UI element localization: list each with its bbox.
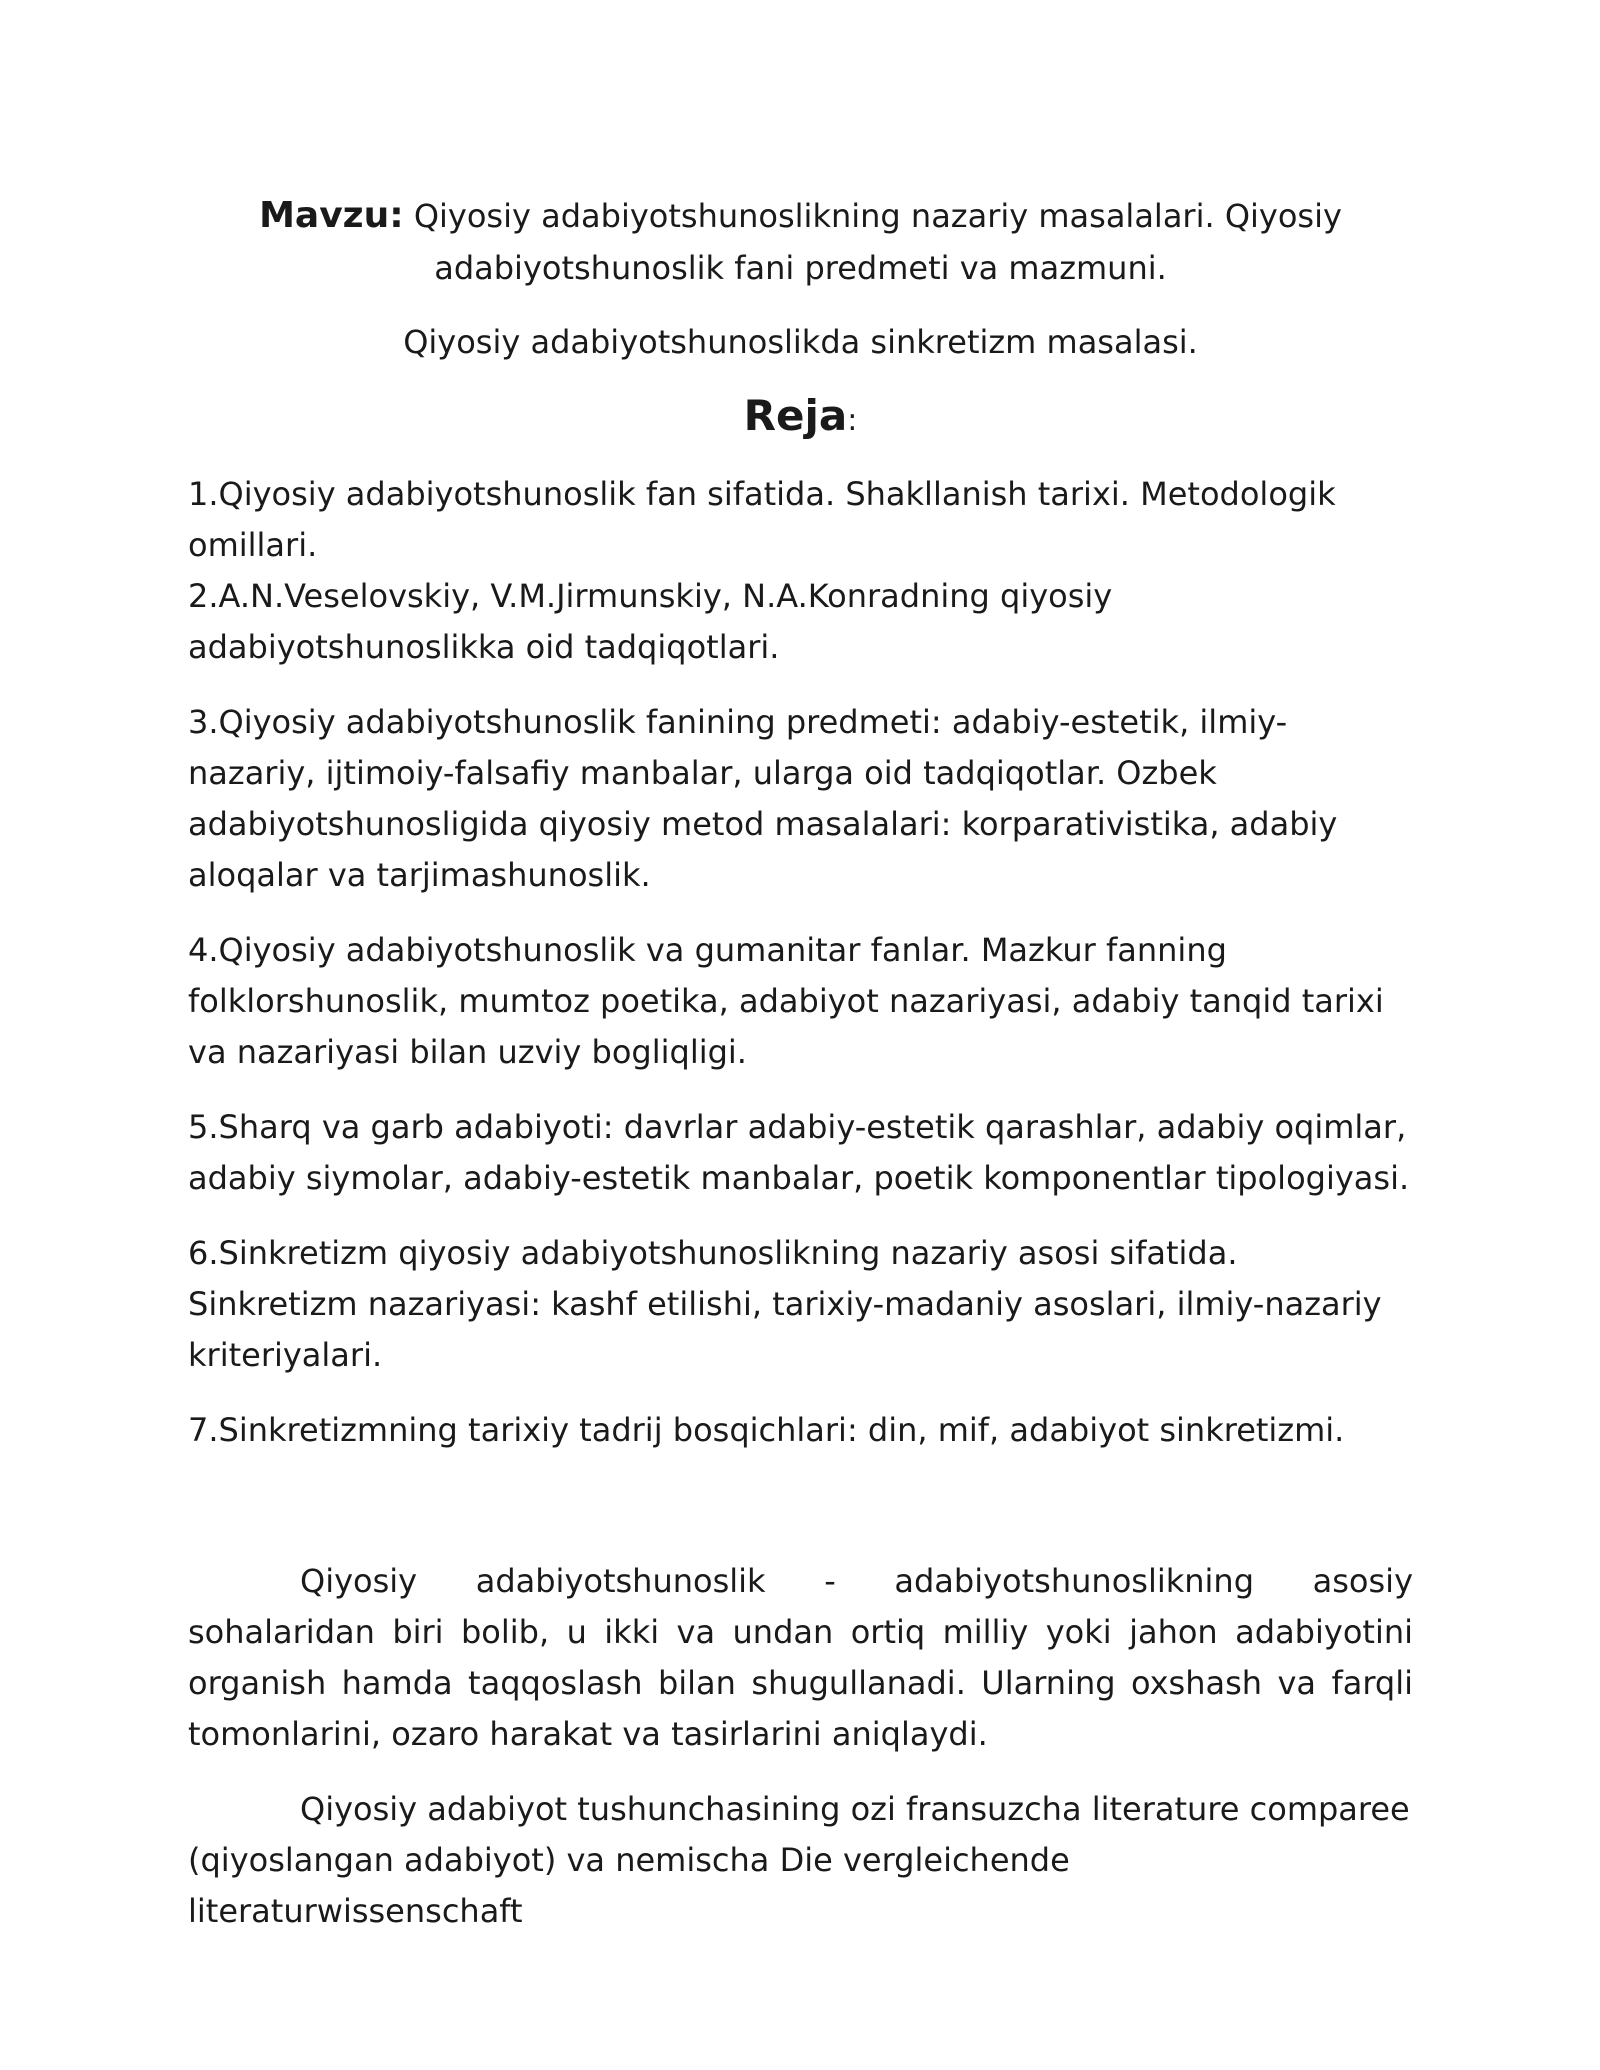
plan-item: 3.Qiyosiy adabiyotshunoslik fanining predmeti: adabiy-estetik, ilmiy-nazariy, ijtimoiy-falsafiy manbalar, ularga oid tadqiqotlar. Ozbek adabiyotshunosligida qiyosiy metod masalalari: korparativistika, adabiy aloqalar va tarjimashunoslik.	[188, 703, 1338, 894]
plan-item: 7.Sinkretizmning tarixiy tadrij bosqichlari: din, mif, adabiyot sinkretizmi.	[188, 1411, 1345, 1449]
document-title	[188, 190, 1413, 294]
title-label: Mavzu:	[259, 195, 404, 236]
body-paragraph: Qiyosiy adabiyot tushunchasining ozi fransuzcha literature comparee (qiyoslangan adabiyot) va nemischa Die vergleichende literaturwissenschaft	[188, 1790, 1410, 1930]
plan-heading-colon: :	[847, 403, 858, 438]
document-subtitle: Qiyosiy adabiyotshunoslikda sinkretizm masalasi.	[403, 323, 1198, 361]
plan-item: 1.Qiyosiy adabiyotshunoslik fan sifatida. Shakllanish tarixi. Metodologik omillari.	[188, 475, 1336, 564]
document-page	[188, 190, 1413, 1961]
body-paragraph: Qiyosiy adabiyotshunoslik - adabiyotshunoslikning asosiy sohalaridan biri bolib, u ikki va undan ortiq milliy yoki jahon adabiyotini organish hamda taqqoslash bilan shugullanadi. Ularning oxshash va farqli tomonlarini, ozaro harakat va tasirlarini aniqlaydi.	[188, 1562, 1413, 1753]
plan-heading	[188, 386, 1413, 451]
title-text: Qiyosiy adabiyotshunoslikning nazariy masalalari. Qiyosiy adabiyotshunoslik fani predmeti va mazmuni.	[413, 197, 1342, 287]
body-text	[188, 1556, 1413, 1937]
plan-item: 5.Sharq va garb adabiyoti: davrlar adabiy-estetik qarashlar, adabiy oqimlar, adabiy siymolar, adabiy-estetik manbalar, poetik komponentlar tipologiyasi.	[188, 1108, 1410, 1197]
plan-list	[188, 469, 1413, 1456]
plan-item: 2.A.N.Veselovskiy, V.M.Jirmunskiy, N.A.Konradning qiyosiy adabiyotshunoslikka oid tadqiqotlari.	[188, 577, 1113, 666]
plan-heading-word: Reja	[743, 391, 848, 440]
plan-item: 6.Sinkretizm qiyosiy adabiyotshunoslikning nazariy asosi sifatida. Sinkretizm nazariyasi: kashf etilishi, tarixiy-madaniy asoslari, ilmiy-nazariy kriteriyalari.	[188, 1234, 1382, 1374]
plan-item: 4.Qiyosiy adabiyotshunoslik va gumanitar fanlar. Mazkur fanning folklorshunoslik, mumtoz poetika, adabiyot nazariyasi, adabiy tanqid tarixi va nazariyasi bilan uzviy bogliqligi.	[188, 931, 1384, 1071]
